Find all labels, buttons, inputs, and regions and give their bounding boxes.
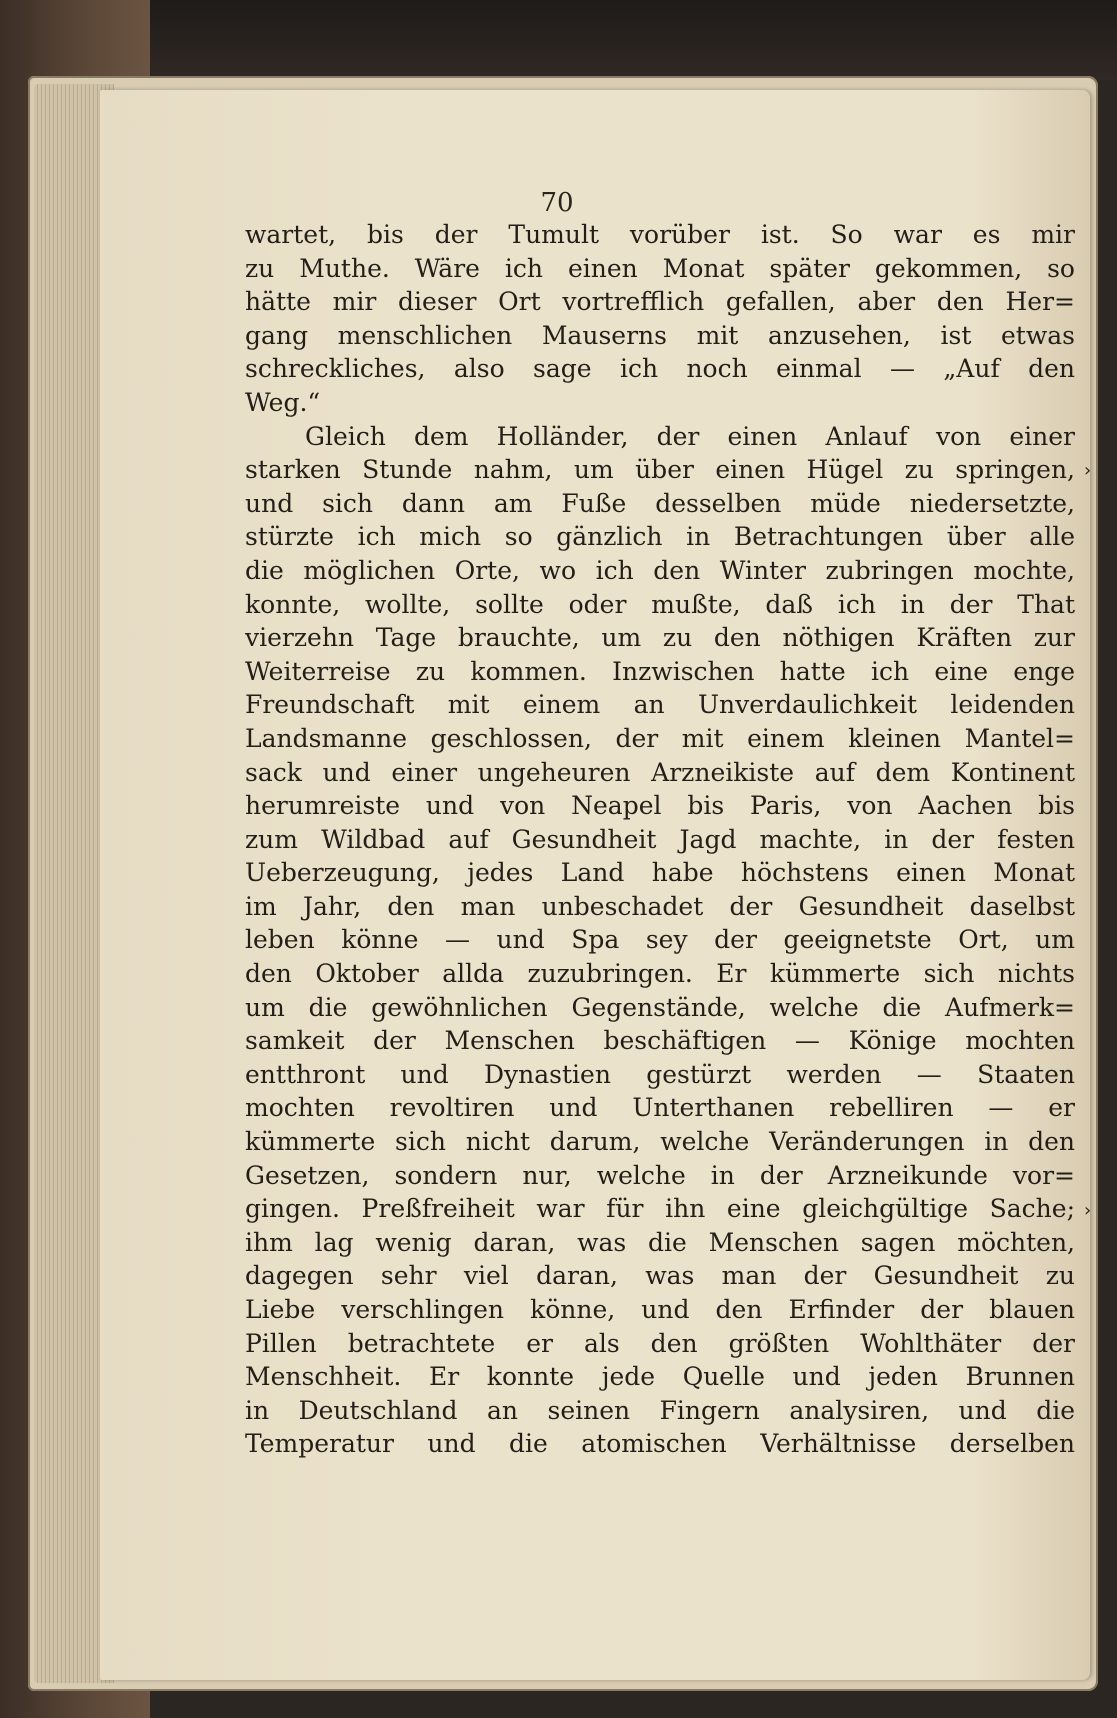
text-line: mochten revoltiren und Unterthanen rebelliren — er xyxy=(245,1093,1075,1123)
text-line: Weg.“ xyxy=(245,387,321,417)
text-line: zum Wildbad auf Gesundheit Jagd machte, in der festen xyxy=(245,824,1075,854)
text-line: die möglichen Orte, wo ich den Winter zubringen mochte, xyxy=(245,555,1075,585)
text-line: Ueberzeugung, jedes Land habe höchstens einen Monat xyxy=(245,858,1075,888)
text-line: gang menschlichen Mauserns mit anzusehen, ist etwas xyxy=(245,320,1075,350)
body-text xyxy=(245,218,1075,1461)
text-line: leben könne — und Spa sey der geeignetste Ort, um xyxy=(245,925,1075,955)
text-line: wartet, bis der Tumult vorüber ist. So war es mir xyxy=(245,220,1075,249)
text-line: und sich dann am Fuße desselben müde niedersetzte, xyxy=(245,488,1075,518)
text-line: sack und einer ungeheuren Arzneikiste auf dem Kontinent xyxy=(245,757,1075,787)
text-line: Landsmanne geschlossen, der mit einem kleinen Mantel= xyxy=(245,723,1075,753)
text-line: in Deutschland an seinen Fingern analysiren, und die xyxy=(245,1395,1075,1425)
text-line: konnte, wollte, sollte oder mußte, daß ich in der That xyxy=(245,589,1075,619)
text-line: im Jahr, den man unbeschadet der Gesundheit daselbst xyxy=(245,891,1075,921)
text-line: entthront und Dynastien gestürzt werden — Staaten xyxy=(245,1059,1075,1089)
text-line: den Oktober allda zuzubringen. Er kümmerte sich nichts xyxy=(245,959,1075,989)
text-line: Liebe verschlingen könne, und den Erfinder der blauen xyxy=(245,1295,1075,1324)
text-line: Freundschaft mit einem an Unverdaulichkeit leidenden xyxy=(245,690,1075,720)
book-cover-top xyxy=(0,0,1117,80)
text-line: starken Stunde nahm, um über einen Hügel zu springen, xyxy=(245,455,1075,485)
text-line: stürzte ich mich so gänzlich in Betrachtungen über alle xyxy=(245,522,1075,552)
text-line: kümmerte sich nicht darum, welche Veränderungen in den xyxy=(245,1127,1075,1157)
text-line: schreckliches, also sage ich noch einmal — „Auf den xyxy=(245,354,1075,384)
text-line: zu Muthe. Wäre ich einen Monat später gekommen, so xyxy=(245,253,1075,283)
text-line: dagegen sehr viel daran, was man der Gesundheit zu xyxy=(245,1261,1075,1291)
text-line: samkeit der Menschen beschäftigen — Könige mochten xyxy=(245,1026,1075,1056)
margin-mark: › xyxy=(1084,1200,1092,1221)
text-line: um die gewöhnlichen Gegenstände, welche die Aufmerk= xyxy=(245,992,1075,1022)
text-line: Menschheit. Er konnte jede Quelle und jeden Brunnen xyxy=(245,1362,1075,1392)
text-line: gingen. Preßfreiheit war für ihn eine gleichgültige Sache; xyxy=(245,1194,1075,1224)
text-line: Gesetzen, sondern nur, welche in der Arzneikunde vor= xyxy=(245,1160,1075,1190)
margin-mark: › xyxy=(1084,460,1092,481)
text-line: Pillen betrachtete er als den größten Wohlthäter der xyxy=(245,1328,1075,1358)
text-line: herumreiste und von Neapel bis Paris, von Aachen bis xyxy=(245,791,1075,821)
text-line: Temperatur und die atomischen Verhältnisse derselben xyxy=(245,1429,1075,1459)
text-line: Gleich dem Holländer, der einen Anlauf von einer xyxy=(305,421,1075,451)
text-line: vierzehn Tage brauchte, um zu den nöthigen Kräften zur xyxy=(245,623,1075,653)
text-line: Weiterreise zu kommen. Inzwischen hatte ich eine enge xyxy=(245,656,1075,686)
text-line: ihm lag wenig daran, was die Menschen sagen möchten, xyxy=(245,1227,1075,1257)
book-page xyxy=(100,90,1090,1680)
page-number: 70 xyxy=(540,188,574,218)
text-line: hätte mir dieser Ort vortrefflich gefallen, aber den Her= xyxy=(245,287,1075,317)
